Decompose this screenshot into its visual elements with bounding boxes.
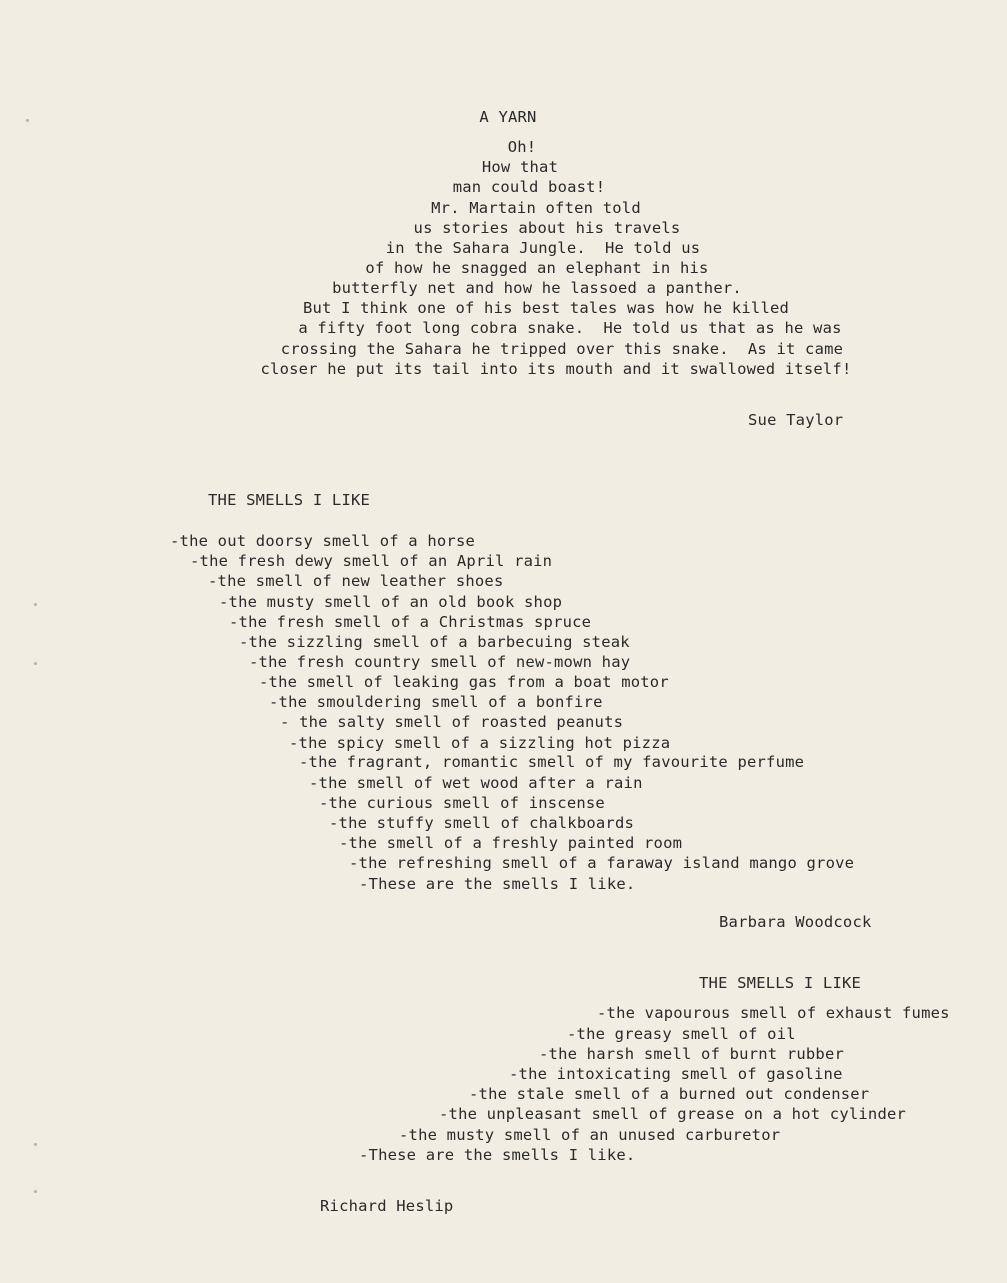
poem-line: crossing the Sahara he tripped over this snake. As it came xyxy=(280,340,844,358)
poem-line: - the salty smell of roasted peanuts xyxy=(280,713,624,731)
poem-line: How that xyxy=(481,158,559,176)
poem-line: -the out doorsy smell of a horse xyxy=(170,532,476,550)
poem-line: -the smell of leaking gas from a boat motor xyxy=(259,673,669,691)
poem-line: -the refreshing smell of a faraway island mango grove xyxy=(349,854,855,872)
poem-line: -the fresh country smell of new-mown hay xyxy=(249,653,631,671)
poem-line: But I think one of his best tales was how he killed xyxy=(302,299,790,317)
poem-line: -the stale smell of a burned out condenser xyxy=(469,1085,870,1103)
poem-title: THE SMELLS I LIKE xyxy=(208,491,371,509)
poem-line: -the unpleasant smell of grease on a hot cylinder xyxy=(439,1105,907,1123)
poem-line: Mr. Martain often told xyxy=(431,199,641,217)
edge-mark xyxy=(34,1143,37,1146)
poem-line: -These are the smells I like. xyxy=(359,875,636,893)
poem-line: -the fragrant, romantic smell of my favourite perfume xyxy=(299,753,805,771)
poem-line: closer he put its tail into its mouth and it swallowed itself! xyxy=(260,360,852,378)
edge-mark xyxy=(26,119,29,122)
poem-line: -These are the smells I like. xyxy=(359,1146,636,1164)
poem-line: -the vapourous smell of exhaust fumes xyxy=(597,1004,950,1022)
poem-line: -the spicy smell of a sizzling hot pizza xyxy=(289,734,671,752)
poem-author: Richard Heslip xyxy=(320,1197,454,1215)
poem-author: Barbara Woodcock xyxy=(719,913,872,931)
poem-title: A YARN xyxy=(479,108,537,126)
edge-mark xyxy=(34,662,37,665)
poem-line: -the harsh smell of burnt rubber xyxy=(539,1045,845,1063)
poem-line: in the Sahara Jungle. He told us xyxy=(385,239,701,257)
poem-line: -the smell of new leather shoes xyxy=(208,572,504,590)
poem-author: Sue Taylor xyxy=(748,411,844,429)
poem-title: THE SMELLS I LIKE xyxy=(699,974,862,992)
poem-line: -the stuffy smell of chalkboards xyxy=(329,814,635,832)
poem-line: -the smell of a freshly painted room xyxy=(339,834,683,852)
poem-line: -the curious smell of inscense xyxy=(319,794,605,812)
poem-line: -the smouldering smell of a bonfire xyxy=(269,693,603,711)
poem-line: a fifty foot long cobra snake. He told us that as he was xyxy=(298,319,842,337)
edge-mark xyxy=(34,603,37,606)
poem-line: -the fresh dewy smell of an April rain xyxy=(190,552,553,570)
poem-line: -the intoxicating smell of gasoline xyxy=(509,1065,843,1083)
poem-line: -the musty smell of an old book shop xyxy=(219,593,563,611)
poem-line: Oh! xyxy=(507,138,537,156)
poem-line: -the fresh smell of a Christmas spruce xyxy=(229,613,592,631)
poem-line: -the smell of wet wood after a rain xyxy=(309,774,643,792)
poem-line: man could boast! xyxy=(452,178,606,196)
poem-line: us stories about his travels xyxy=(413,219,681,237)
poem-line: -the sizzling smell of a barbecuing steak xyxy=(239,633,630,651)
edge-mark xyxy=(34,1190,37,1193)
poem-line: -the musty smell of an unused carburetor xyxy=(399,1126,781,1144)
poem-line: butterfly net and how he lassoed a panther. xyxy=(332,279,742,297)
poem-line: of how he snagged an elephant in his xyxy=(365,259,709,277)
poem-line: -the greasy smell of oil xyxy=(567,1025,796,1043)
